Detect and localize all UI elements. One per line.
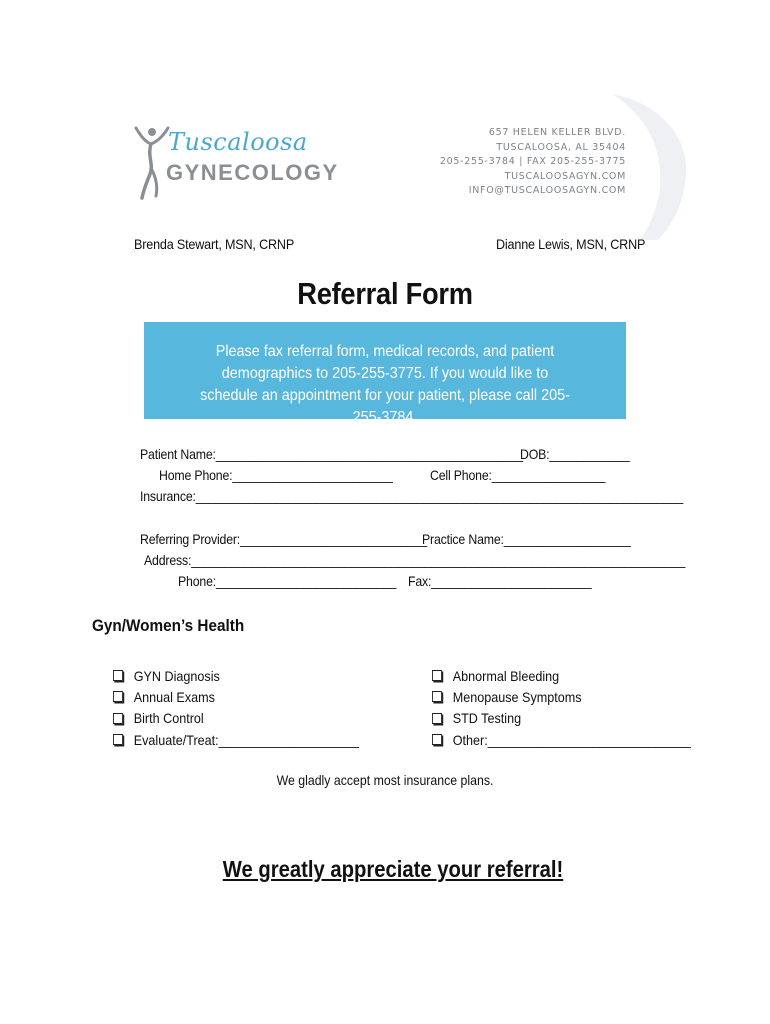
checklist-label: Birth Control: [133, 710, 204, 727]
phone-field[interactable]: Phone:___________________________: [178, 573, 397, 589]
page-title: Referral Form: [297, 276, 473, 311]
address-line-2: TUSCALOOSA, AL 35404: [496, 141, 626, 153]
checkbox-icon[interactable]: [113, 734, 123, 745]
checklist-item[interactable]: [432, 686, 691, 707]
website-link[interactable]: TUSCALOOSAGYN.COM: [504, 170, 626, 182]
provider-name-left: Brenda Stewart, MSN, CRNP: [134, 236, 295, 252]
checkbox-icon[interactable]: [432, 670, 442, 681]
logo-script-text: Tuscaloosa: [168, 128, 308, 156]
checklist-label: Abnormal Bleeding: [452, 667, 560, 684]
fax-field[interactable]: Fax:________________________: [408, 573, 592, 589]
insurance-note: We gladly accept most insurance plans.: [276, 772, 494, 788]
checklist-item[interactable]: [432, 729, 691, 750]
checkbox-icon[interactable]: [432, 734, 442, 745]
cell-phone-field[interactable]: Cell Phone:_________________: [430, 467, 606, 483]
checklist-item[interactable]: [113, 729, 359, 750]
logo-wordmark: GYNECOLOGY: [166, 160, 339, 185]
checklist-left: [113, 665, 386, 750]
address-field[interactable]: Address:__________________________________________________________________________: [144, 552, 686, 568]
checklist-item[interactable]: [113, 708, 359, 729]
home-phone-field[interactable]: Home Phone:________________________: [159, 467, 393, 483]
checklist-label: STD Testing: [452, 710, 522, 727]
instructions-text: Please fax referral form, medical records, and patient demographics to 205-255-3775. If you would like to schedule an appointment for your patient, please call 205-255-3784.: [200, 343, 570, 426]
phone-fax-line: 205-255-3784 | FAX 205-255-3775: [439, 156, 626, 167]
checkbox-icon[interactable]: [113, 691, 123, 702]
checkbox-icon[interactable]: [113, 670, 123, 681]
checklist-label: GYN Diagnosis: [133, 667, 220, 684]
checklist-label: Annual Exams: [133, 688, 215, 705]
dob-field[interactable]: DOB:____________: [520, 446, 630, 462]
section-heading: Gyn/Women’s Health: [92, 616, 245, 635]
checklist-label: Evaluate/Treat:____________________: [133, 731, 359, 748]
checklist-item[interactable]: [432, 708, 691, 729]
checkbox-icon[interactable]: [432, 713, 442, 724]
address-line-1: 657 HELEN KELLER BLVD.: [488, 127, 626, 138]
email-link[interactable]: INFO@TUSCALOOSAGYN.COM: [468, 185, 626, 196]
checklist-item[interactable]: [113, 686, 359, 707]
practice-name-field[interactable]: Practice Name:___________________: [422, 531, 631, 547]
provider-name-right: Dianne Lewis, MSN, CRNP: [496, 236, 646, 252]
checkbox-icon[interactable]: [113, 713, 123, 724]
instructions-banner: [144, 322, 626, 426]
checklist-label: Menopause Symptoms: [452, 688, 582, 705]
contact-block: [440, 126, 626, 199]
practice-logo: [128, 120, 339, 200]
checklist-item[interactable]: [113, 665, 359, 686]
referring-provider-field[interactable]: Referring Provider:____________________________: [140, 531, 427, 547]
checklist-right: [432, 665, 720, 750]
checklist-label: Other:_____________________________: [452, 731, 691, 748]
closing-message: We greatly appreciate your referral!: [222, 856, 564, 882]
patient-name-field[interactable]: Patient Name:______________________________________________: [140, 446, 523, 462]
insurance-field[interactable]: Insurance:_________________________________________________________________________: [140, 488, 684, 504]
checklist-item[interactable]: [432, 665, 691, 686]
checkbox-icon[interactable]: [432, 691, 442, 702]
